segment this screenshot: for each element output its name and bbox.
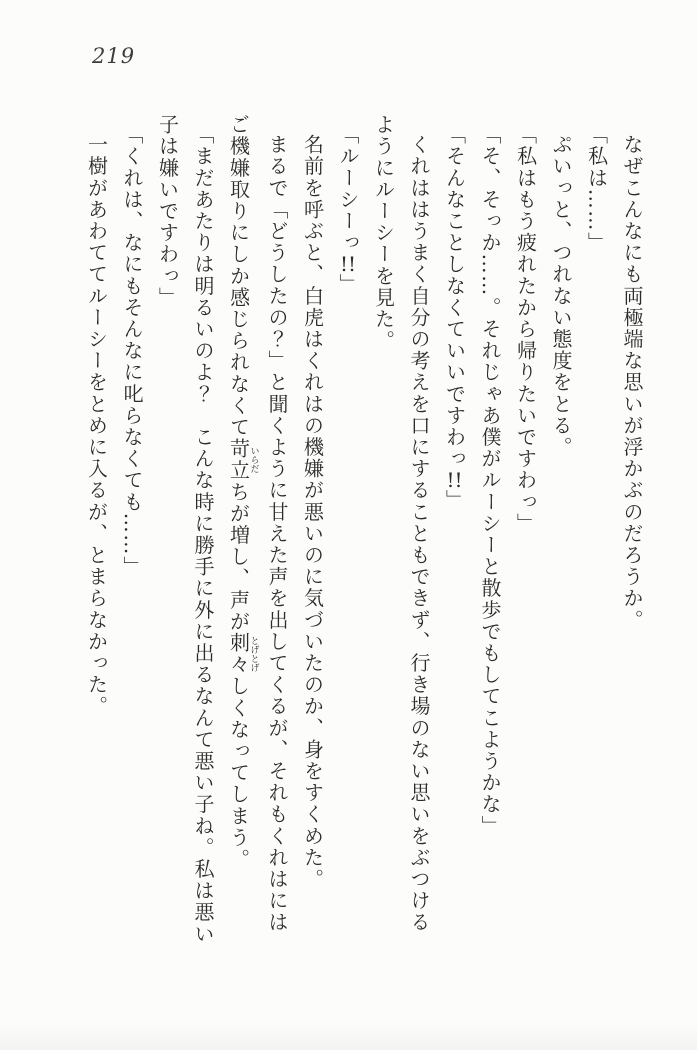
- text-line: 「くれは、なにもそんなに叱らなくても……」: [120, 124, 144, 578]
- text-line: ぷいっと、つれない態度をとる。: [549, 134, 573, 458]
- text-line: 子は嫌いですわっ」: [155, 114, 180, 309]
- text-line: 「まだあたりは明るいのよ？ こんな時に勝手に外に出るなんて悪い子ね。私は悪い: [191, 124, 215, 945]
- text-line: 「ルーシーっ!!」: [336, 124, 360, 296]
- page-edge-shading: [0, 1022, 697, 1050]
- double-exclamation: !!: [446, 469, 463, 490]
- furigana: とげとげ: [248, 632, 259, 676]
- double-exclamation: !!: [339, 253, 357, 274]
- text-line: まるで「どうしたの？」と聞くように甘えた声を出してくるが、それもくれはには: [265, 134, 289, 934]
- text-line: 「そんなことしなくていいですわっ!!」: [442, 124, 467, 512]
- text-line: 「私は……」: [584, 124, 609, 254]
- text-line: くれははうまく自分の考えを口にすることもできず、行き場のない思いをぶつける: [407, 134, 431, 934]
- text-line: ご機嫌取りにしか感じられなくて苛立いらだちが増し、声が刺々とげとげしくなってしまう。: [226, 114, 259, 871]
- text-line: 名前を呼ぶと、白虎はくれはの機嫌が悪いのに気づいたのか、身をすくめた。: [300, 134, 325, 890]
- text-line: なぜこんなにも両極端な思いが浮かぶのだろうか。: [620, 134, 644, 631]
- ruby-annotated-word: 刺々とげとげ: [226, 632, 259, 676]
- text-line: 「私はもう疲れたから帰りたいですわっ」: [513, 124, 538, 535]
- page-number: 219: [92, 44, 136, 68]
- vertical-text-block: [81, 114, 649, 1019]
- furigana: いらだ: [248, 438, 259, 482]
- ruby-annotated-word: 苛立いらだ: [226, 438, 259, 482]
- text-line: ようにルーシーを見た。: [371, 114, 396, 352]
- text-line: 「そ、そっか……。それじゃあ僕がルーシーと散歩でもしてこようかな」: [478, 124, 502, 837]
- text-line: 一樹があわててルーシーをとめに入るが、とまらなかった。: [84, 134, 109, 718]
